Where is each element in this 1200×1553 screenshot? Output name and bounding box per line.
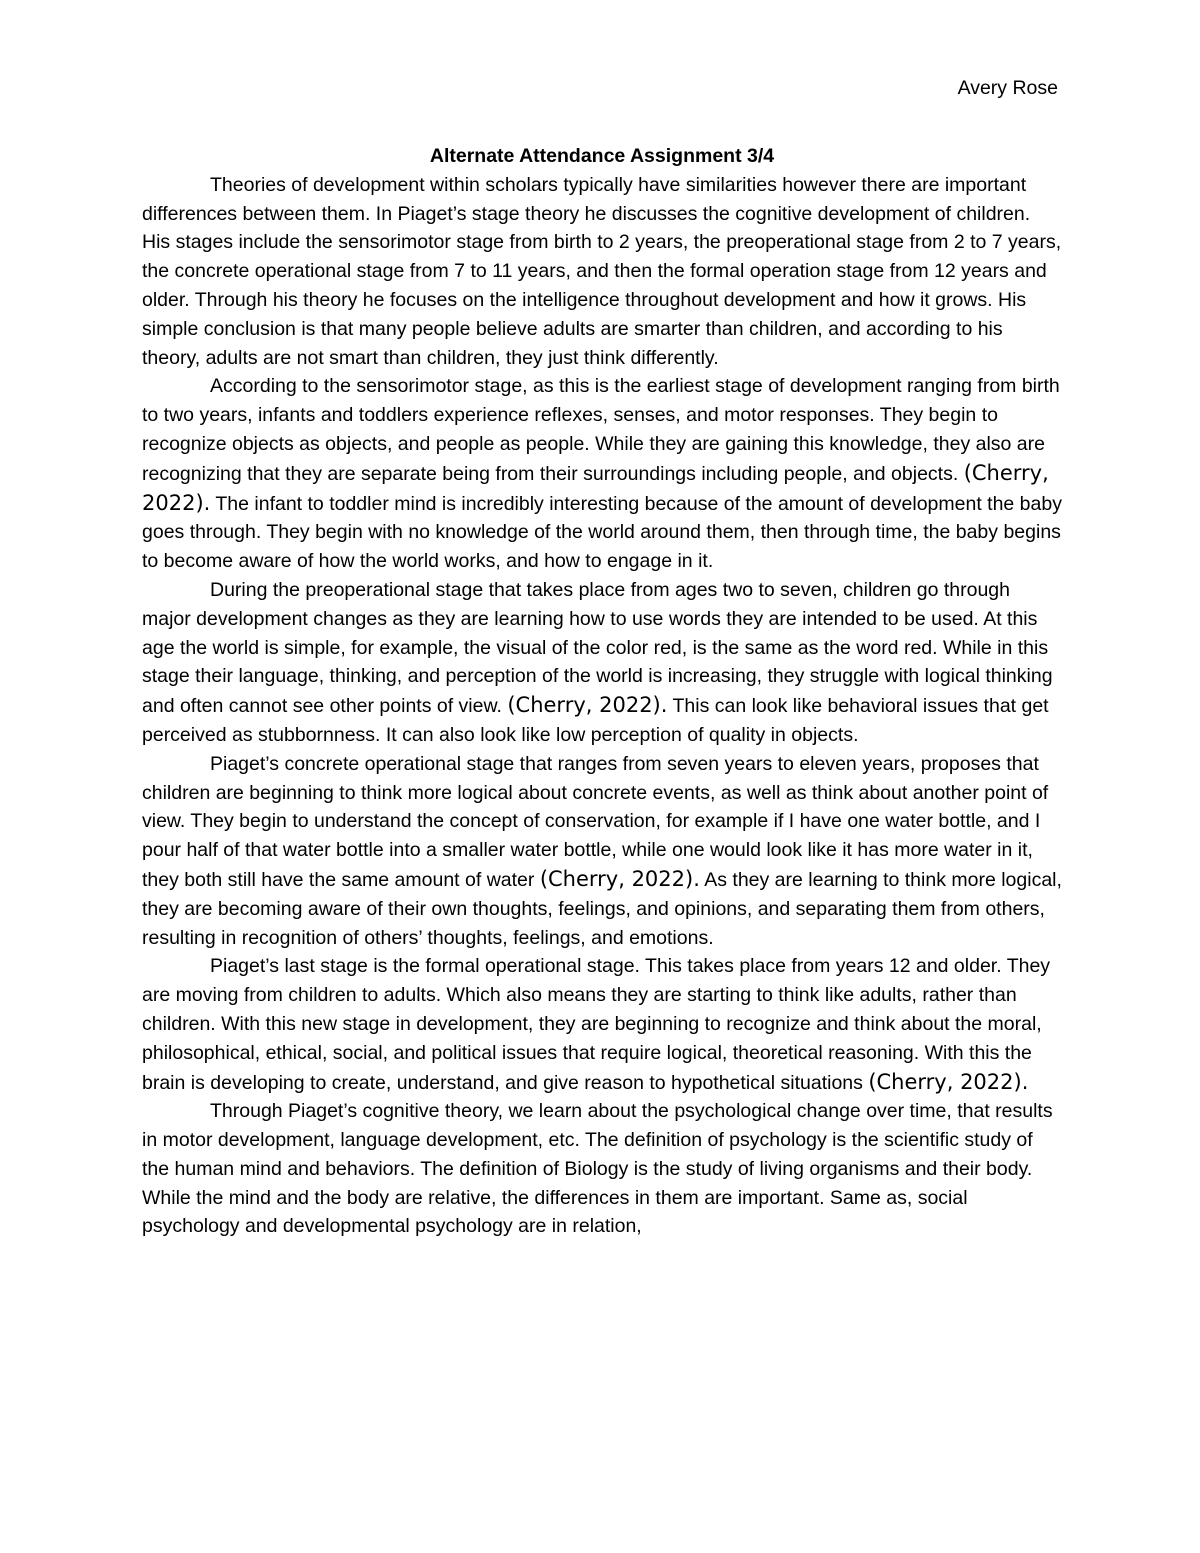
paragraph-text: Through Piaget’s cognitive theory, we learn about the psychological change over time, that results in motor development, language development, etc. The definition of psychology is the scientific study of the human mind and behaviors. The definition of Biology is the study of living organisms and their body. While the mind and the body are relative, the differences in them are important. Same as, social psychology and developmental psychology are in relation, (142, 1100, 1053, 1238)
citation: (Cherry, 2022). (142, 460, 1049, 515)
citation: (Cherry, 2022). (539, 866, 700, 891)
document-title: Alternate Attendance Assignment 3/4 (429, 145, 775, 167)
paragraph-text: The infant to toddler mind is incredibly interesting because of the amount of development the baby goes through. They begin with no knowledge of the world around them, then through time, the baby begins to become aware of how the world works, and how to engage in it. (142, 492, 1062, 573)
paragraph-intro (142, 171, 1062, 373)
paragraph-text: Piaget’s concrete operational stage that ranges from seven years to eleven years, proposes that children are beginning to think more logical about concrete events, as well as think about another point of view. They begin to understand the concept of conservation, for example if I have one water bottle, and I pour half of that water bottle into a smaller water bottle, while one would look like it has more water in it, they both still have the same amount of water (142, 752, 1049, 891)
paragraph-sensorimotor (142, 372, 1062, 576)
paragraph-preoperational (142, 576, 1062, 750)
citation: (Cherry, 2022). (868, 1069, 1029, 1094)
paragraph-text: As they are learning to think more logical, they are becoming aware of their own thoughts, feelings, and opinions, and separating them from others, resulting in recognition of others’ thoughts, feelings, and emotions. (142, 868, 1062, 949)
paragraph-text: According to the sensorimotor stage, as this is the earliest stage of development ranging from birth to two years, infants and toddlers experience reflexes, senses, and motor responses. They begin to recognize objects as objects, and people as people. While they are gaining this knowledge, they also are recognizing that they are separate being from their surroundings including people, and objects. (142, 375, 1060, 485)
paragraph-text: Piaget’s last stage is the formal operational stage. This takes place from years 12 and older. They are moving from children to adults. Which also means they are starting to think like adults, rather than children. With this new stage in development, they are beginning to recognize and think about the moral, philosophical, ethical, social, and political issues that require logical, theoretical reasoning. With this the brain is developing to create, understand, and give reason to hypothetical situations (142, 955, 1051, 1094)
author-name: Avery Rose (957, 77, 1058, 99)
paragraph-formal-operational (142, 952, 1062, 1097)
paragraph-text: This can look like behavioral issues that get perceived as stubbornness. It can also look like low perception of quality in objects. (142, 695, 1049, 746)
paragraph-text: Theories of development within scholars typically have similarities however there are important differences between them. In Piaget’s stage theory he discusses the cognitive development of children. His stages include the sensorimotor stage from birth to 2 years, the preoperational stage from 2 to 7 years, the concrete operational stage from 7 to 11 years, and then the formal operation stage from 12 years and older. Through his theory he focuses on the intelligence throughout development and how it grows. His simple conclusion is that many people believe adults are smarter than children, and according to his theory, adults are not smart than children, they just think differently. (142, 173, 1062, 369)
citation: (Cherry, 2022). (507, 693, 668, 718)
paragraph-concrete-operational (142, 750, 1062, 953)
paragraph-conclusion (142, 1097, 1062, 1241)
document-body (142, 142, 1062, 1241)
paragraph-text: During the preoperational stage that takes place from ages two to seven, children go through major development changes as they are learning how to use words they are intended to be used. At this age the world is simple, for example, the visual of the color red, is the same as the word red. While in this stage their language, thinking, and perception of the world is increasing, they struggle with logical thinking and often cannot see other points of view. (142, 578, 1053, 718)
